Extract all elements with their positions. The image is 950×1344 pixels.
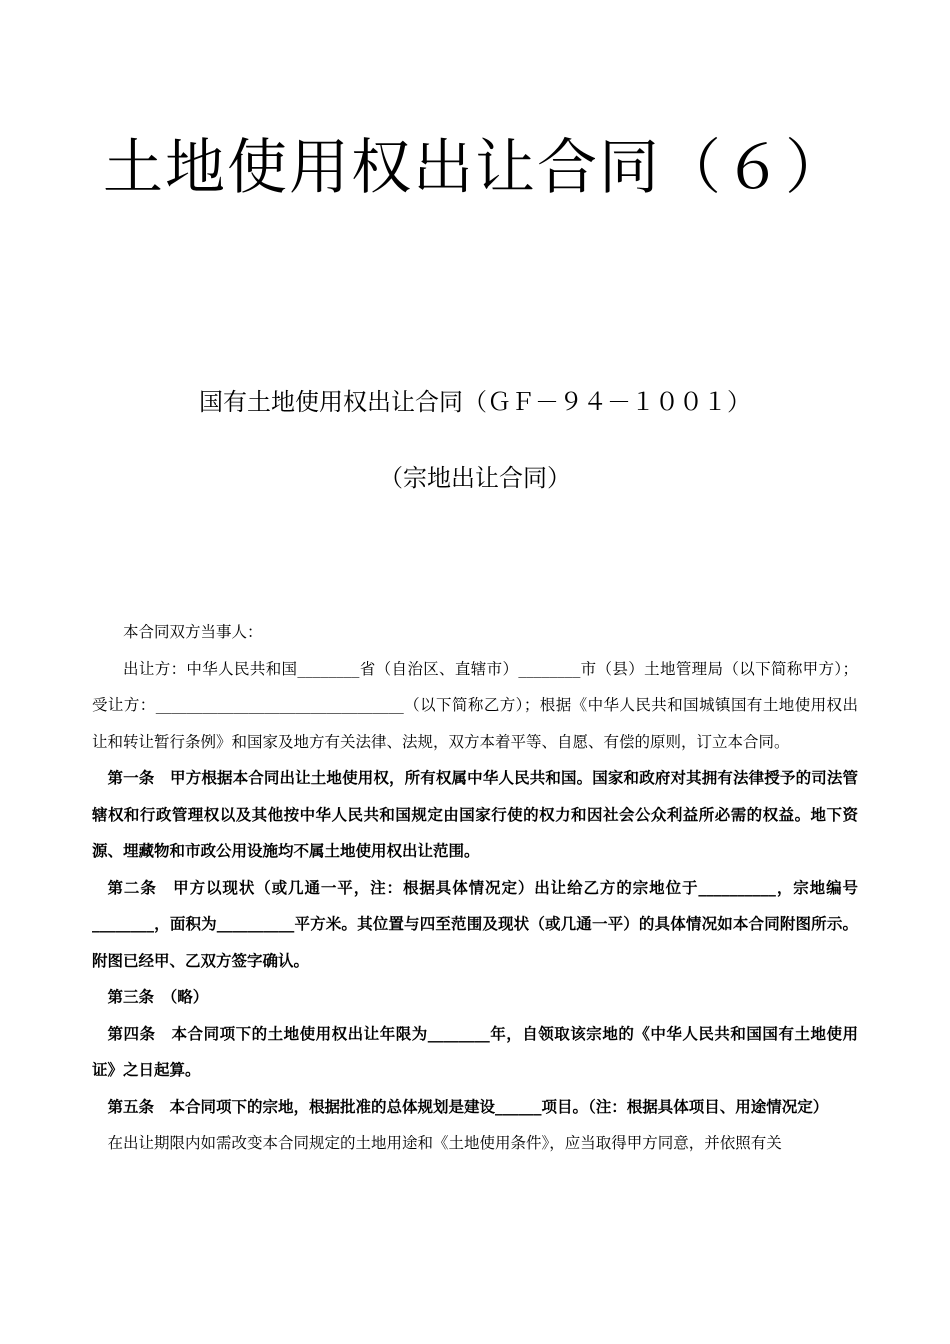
parties-paragraph: 出让方：中华人民共和国________省（自治区、直辖市）________市（县）土地管理局（以下简称甲方）；受让方：________________________________（以下简称乙方）；根据《中华人民共和国城镇国有土地使用权出让和转让暂行条例》和国家及地方有关法律、法规，双方本着平等、自愿、有偿的原则，订立本合同。 <box>92 659 858 751</box>
document-title: 土地使用权出让合同（６） <box>103 133 847 203</box>
article-2: 第二条 甲方以现状（或几通一平，注：根据具体情况定）出让给乙方的宗地位于__________，宗地编号________，面积为__________平方米。其位置与四至范围及现状（或几通一平）的具体情况如本合同附图所示。附图已经甲、乙双方签字确认。 <box>92 878 858 970</box>
article-5-continued: 在出让期限内如需改变本合同规定的土地用途和《土地使用条件》，应当取得甲方同意，并依照有关 <box>107 1134 782 1152</box>
contract-type-subtitle: （宗地出让合同） <box>379 464 571 492</box>
article-1: 第一条 甲方根据本合同出让土地使用权，所有权属中华人民共和国。国家和政府对其拥有法律授予的司法管辖权和行政管理权以及其他按中华人民共和国规定由国家行使的权力和因社会公众利益所必需的权益。地下资源、埋藏物和市政公用设施均不属土地使用权出让范围。 <box>92 769 858 860</box>
article-5: 第五条 本合同项下的宗地，根据批准的总体规划是建设______项目。（注：根据具体项目、用途情况定） <box>107 1097 829 1116</box>
contract-subtitle: 国有土地使用权出让合同（ＧＦ－９４－１００１） <box>199 388 751 416</box>
contract-body <box>92 614 858 1162</box>
article-3: 第三条 （略） <box>107 988 209 1006</box>
article-4: 第四条 本合同项下的土地使用权出让年限为________年，自领取该宗地的《中华人民共和国国有土地使用证》之日起算。 <box>92 1024 858 1079</box>
parties-heading: 本合同双方当事人： <box>123 623 263 641</box>
